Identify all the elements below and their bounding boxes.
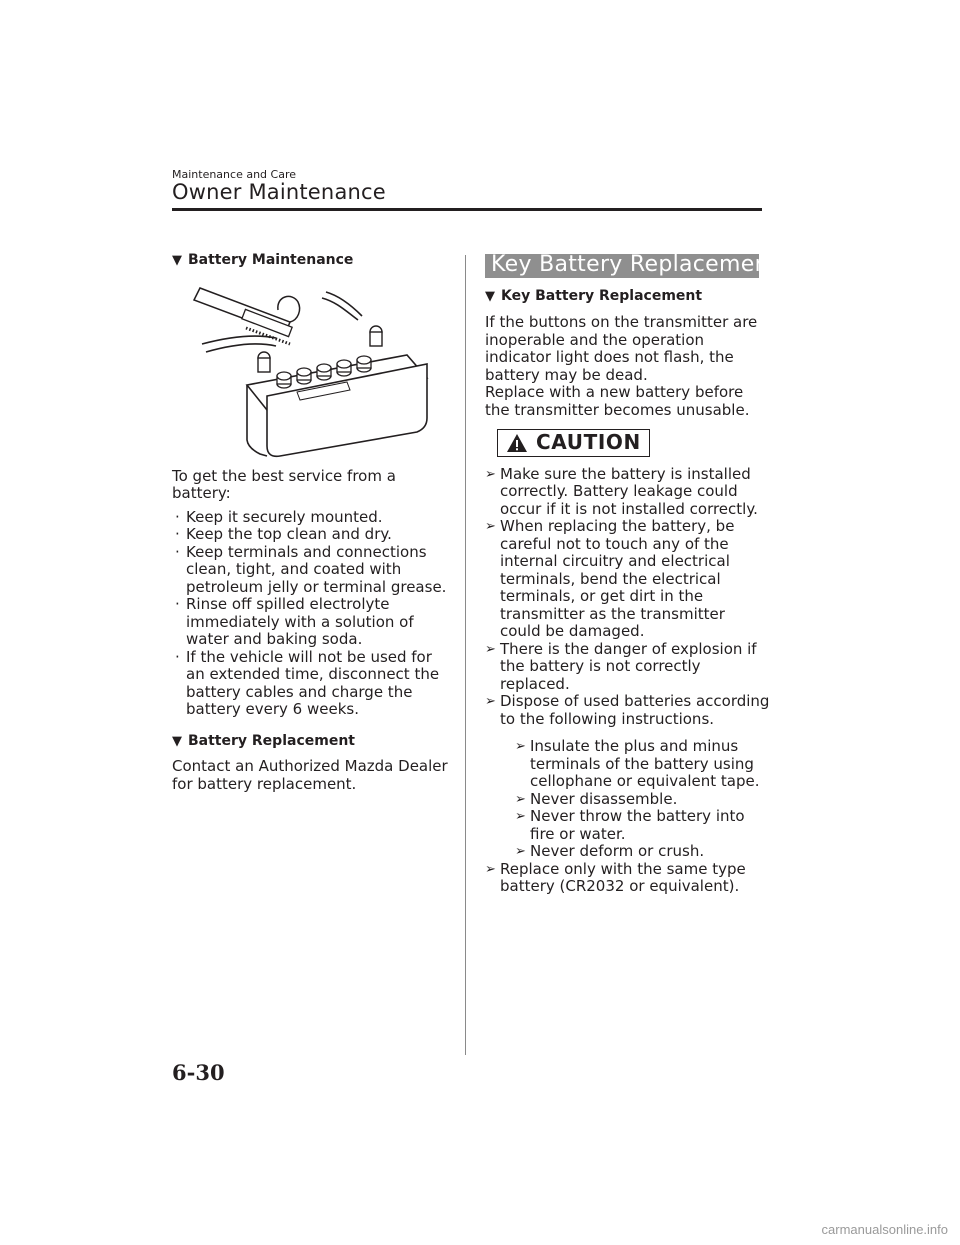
arrow-right-icon: ➢: [485, 694, 496, 709]
running-head-section: Maintenance and Care: [172, 168, 296, 181]
arrow-right-icon: ➢: [515, 844, 526, 859]
list-item: · Keep it securely mounted.: [175, 507, 383, 526]
left-column: [172, 252, 452, 793]
caution-label: CAUTION: [536, 430, 641, 455]
header-rule: [172, 208, 762, 211]
battery-intro-text: To get the best service from a battery:: [172, 466, 396, 502]
dispose-instructions-list: [515, 738, 770, 861]
list-item-text: Replace only with the same type battery (CR2032 or equivalent).: [500, 859, 746, 895]
list-item-text: Insulate the plus and minus terminals of the battery using cellophane or equivalent tape.: [530, 737, 760, 790]
caution-label-box: [497, 429, 650, 457]
list-item-text: Dispose of used batteries according to the following instructions.: [500, 692, 770, 728]
arrow-right-icon: ➢: [485, 861, 496, 877]
heading-text: Key Battery Replacement: [501, 287, 703, 304]
list-item-text: Rinse off spilled electrolyte immediately with a solution of water and baking soda.: [186, 595, 414, 648]
arrow-right-icon: ➢: [515, 809, 526, 824]
section-title-bar: Key Battery Replacement: [485, 254, 759, 278]
list-item: · Rinse off spilled electrolyte immediately with a solution of water and baking soda.: [175, 595, 414, 648]
list-item-text: Keep it securely mounted.: [186, 507, 383, 526]
key-battery-paragraph-2: Replace with a new battery before the transmitter becomes unusable.: [485, 383, 750, 419]
battery-replacement-heading: [172, 733, 452, 751]
triangle-down-icon: ▼: [485, 288, 495, 304]
battery-maintenance-heading: [172, 252, 452, 270]
arrow-right-icon: ➢: [485, 466, 496, 482]
list-item-text: Never throw the battery into fire or water.: [530, 807, 745, 843]
warning-triangle-icon: [506, 433, 528, 453]
running-head-title: Owner Maintenance: [172, 180, 386, 204]
key-battery-subheading: [485, 288, 770, 306]
list-item: [485, 518, 770, 641]
list-item: [515, 791, 770, 809]
battery-cleaning-illustration: [172, 280, 452, 460]
caution-list: [485, 466, 770, 896]
battery-tips-list: [172, 509, 452, 719]
watermark: carmanualsonline.info: [821, 1222, 948, 1237]
heading-text: Battery Replacement: [188, 732, 355, 749]
list-item-text: If the vehicle will not be used for an extended time, disconnect the battery cables and charge the battery every 6 weeks.: [186, 647, 440, 718]
list-item: [515, 843, 770, 861]
list-item-text: Keep terminals and connections clean, tight, and coated with petroleum jelly or terminal grease.: [186, 542, 447, 596]
list-item: · If the vehicle will not be used for an extended time, disconnect the battery cables and charge the battery every 6 weeks.: [175, 647, 440, 718]
list-item-text: When replacing the battery, be careful not to touch any of the internal circuitry and electrical terminals, bend the electrical terminals, or get dirt in the transmitter as the transmitter could be damaged.: [500, 517, 735, 640]
list-item-text: There is the danger of explosion if the battery is not correctly replaced.: [500, 639, 757, 693]
key-battery-paragraph-1: If the buttons on the transmitter are inoperable and the operation indicator light does not flash, the battery may be dead.: [485, 313, 758, 384]
list-item: · Keep the top clean and dry.: [175, 525, 392, 543]
right-column: [485, 252, 778, 896]
list-item: [485, 641, 770, 694]
arrow-right-icon: ➢: [485, 519, 496, 534]
battery-replacement-text: Contact an Authorized Mazda Dealer for battery replacement.: [172, 757, 448, 793]
list-item: [485, 466, 770, 519]
arrow-right-icon: ➢: [515, 739, 526, 754]
triangle-down-icon: ▼: [172, 733, 182, 749]
list-item: [515, 808, 770, 843]
page-number: 6-30: [172, 1060, 225, 1085]
list-item-text: Make sure the battery is installed correctly. Battery leakage could occur if it is not installed correctly.: [500, 464, 758, 518]
arrow-right-icon: ➢: [515, 791, 526, 807]
heading-text: Battery Maintenance: [188, 252, 354, 268]
arrow-right-icon: ➢: [485, 641, 496, 657]
list-item: · Keep terminals and connections clean, tight, and coated with petroleum jelly or terminal grease.: [175, 542, 447, 596]
list-item: [515, 738, 770, 791]
list-item: [485, 693, 770, 861]
list-item-text: Keep the top clean and dry.: [186, 525, 392, 543]
list-item: [485, 861, 770, 896]
list-item-text: Never disassemble.: [530, 789, 678, 808]
list-item-text: Never deform or crush.: [530, 842, 705, 860]
column-divider: [465, 255, 466, 1055]
triangle-down-icon: ▼: [172, 253, 182, 268]
